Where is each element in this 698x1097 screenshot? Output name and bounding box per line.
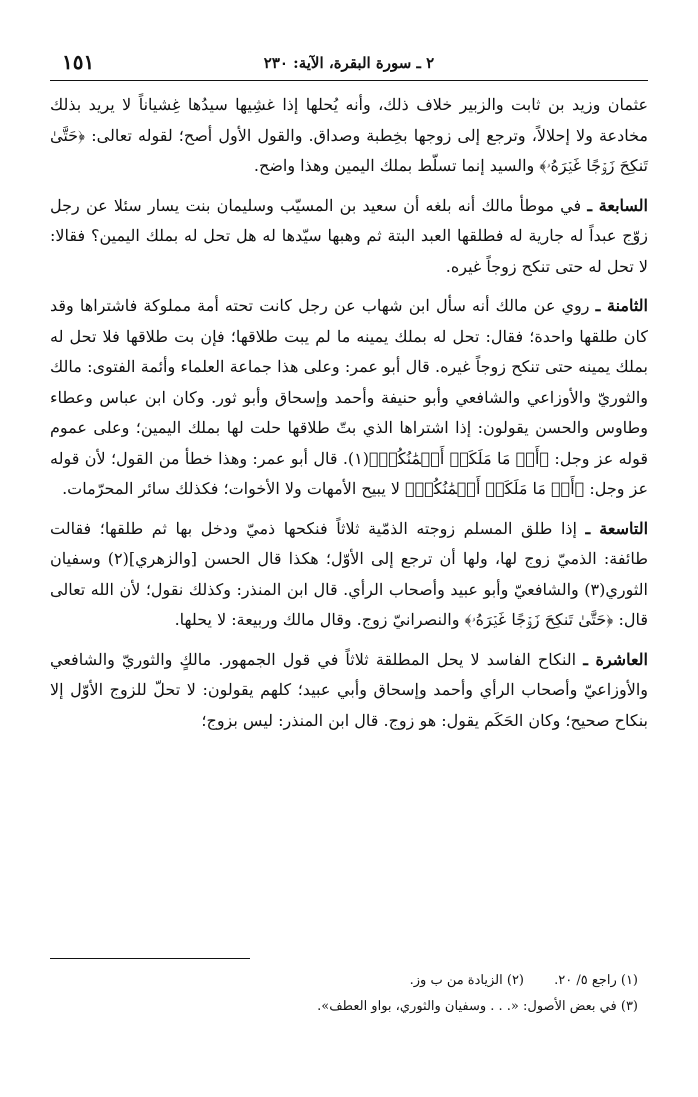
- paragraph-text: إذا طلق المسلم زوجته الذمّية ثلاثاً فنكحها ذميّ ودخل بها ثم طلقها؛ فقالت طائفة: الذميّ زوج لها، ولها أن ترجع إلى الأوّل؛ هكذا قال الحسن [والزهري](٢) وسفيان الثوري(٣) والشافعيّ وأبو عبيد وأصحاب الرأي. قال ابن المنذر: وكذلك نقول؛ لأن الله تعالى قال: ﴿حَتَّىٰ تَنكِحَ زَوۡجًا غَيۡرَهُۥ﴾ والنصرانيّ زوج. وقال مالك وربيعة: لا يحلها.: [50, 518, 648, 629]
- paragraph-text: روي عن مالك أنه سأل ابن شهاب عن رجل كانت تحته أمة مملوكة فاشتراها وقد كان طلقها واحدة؛ فقال: تحل له بملك يمينه ما لم يبت طلاقها؛ فإن بت طلاقها فلا تحل له بملك يمينه حتى تنكح زوجاً غيره. قال أبو عمر: وعلى هذا جماعة العلماء وأئمة الفتوى: مالك والثوريّ والأوزاعي والشافعي وأبو حنيفة وأحمد وإسحاق وأبو ثور. وكان ابن عباس وعطاء وطاوس والحسن يقولون: إذا اشتراها الذي بتّ طلاقها حلت لها بملك اليمين؛ وعلى عموم قوله عز وجل: ﴿أَوۡ مَا مَلَكَتۡ أَيۡمَٰنُكُمۡ﴾(١). قال أبو عمر: وهذا خطأ من القول؛ لأن قوله عز وجل: ﴿أَوۡ مَا مَلَكَتۡ أَيۡمَٰنُكُمۡ﴾ لا يبيح الأمهات ولا الأخوات؛ فكذلك سائر المحرّمات.: [50, 296, 649, 498]
- footnote-2: (٢) الزيادة من ب وز.: [409, 973, 524, 988]
- footnote-1: (١) راجع ٥/ ٢٠.: [554, 973, 638, 988]
- paragraph-text: النكاح الفاسد لا يحل المطلقة ثلاثاً في قول الجمهور. مالكٍ والثوريّ والشافعي والأوزاعيّ وأصحاب الرأي وأحمد وإسحاق وأبي عبيد؛ كلهم يقولون: لا تحلّ للزوج الأوّل إلا بنكاح صحيح؛ وكان الحَكَم يقول: هو زوج. قال ابن المنذر: ليس بزوج؛: [50, 649, 648, 730]
- paragraph-text: عثمان وزيد بن ثابت والزبير خلاف ذلك، وأنه يُحلها إذا غشِيها سيدُها غِشياناً لا يريد بذلك مخادعة ولا إحلالاً، وترجع إلى زوجها بخِطبة وصداق. والقول الأول أصح؛ لقوله تعالى: ﴿حَتَّىٰ تَنكِحَ زَوۡجًا غَيۡرَهُۥ﴾ والسيد إنما تسلّط بملك اليمين وهذا واضح.: [50, 95, 648, 175]
- paragraph-ninth: [50, 514, 648, 636]
- paragraph-heading: العاشرة ـ: [583, 649, 648, 669]
- paragraph-seventh: [50, 191, 648, 283]
- paragraph-heading: الثامنة ـ: [595, 296, 649, 315]
- paragraph-continuation: [50, 90, 648, 182]
- running-title: ٢ ـ سورة البقرة، الآية: ٢٣٠: [263, 54, 435, 72]
- footnote-divider: [50, 958, 250, 959]
- footnotes: [50, 968, 638, 1020]
- paragraph-text: في موطأ مالك أنه بلغه أن سعيد بن المسيّب وسليمان بنت يسار سئلا عن رجل زوّج عبداً له جارية له فطلقها العبد البتة ثم وهبها سيّدها له هل تحل له بملك اليمين؟ فقالا: لا تحل له حتى تنكح زوجاً غيره.: [50, 195, 648, 276]
- footnote-row: [50, 968, 638, 994]
- page-header: [50, 40, 648, 81]
- body-text: [50, 90, 648, 745]
- page-number: ١٥١: [62, 50, 95, 74]
- footnote-3: (٣) في بعض الأصول: «. . . وسفيان والثوري، بواو العطف».: [317, 999, 638, 1014]
- paragraph-heading: السابعة ـ: [587, 195, 649, 215]
- paragraph-tenth: [50, 645, 648, 737]
- paragraph-eighth: [50, 291, 648, 505]
- paragraph-heading: التاسعة ـ: [585, 518, 649, 538]
